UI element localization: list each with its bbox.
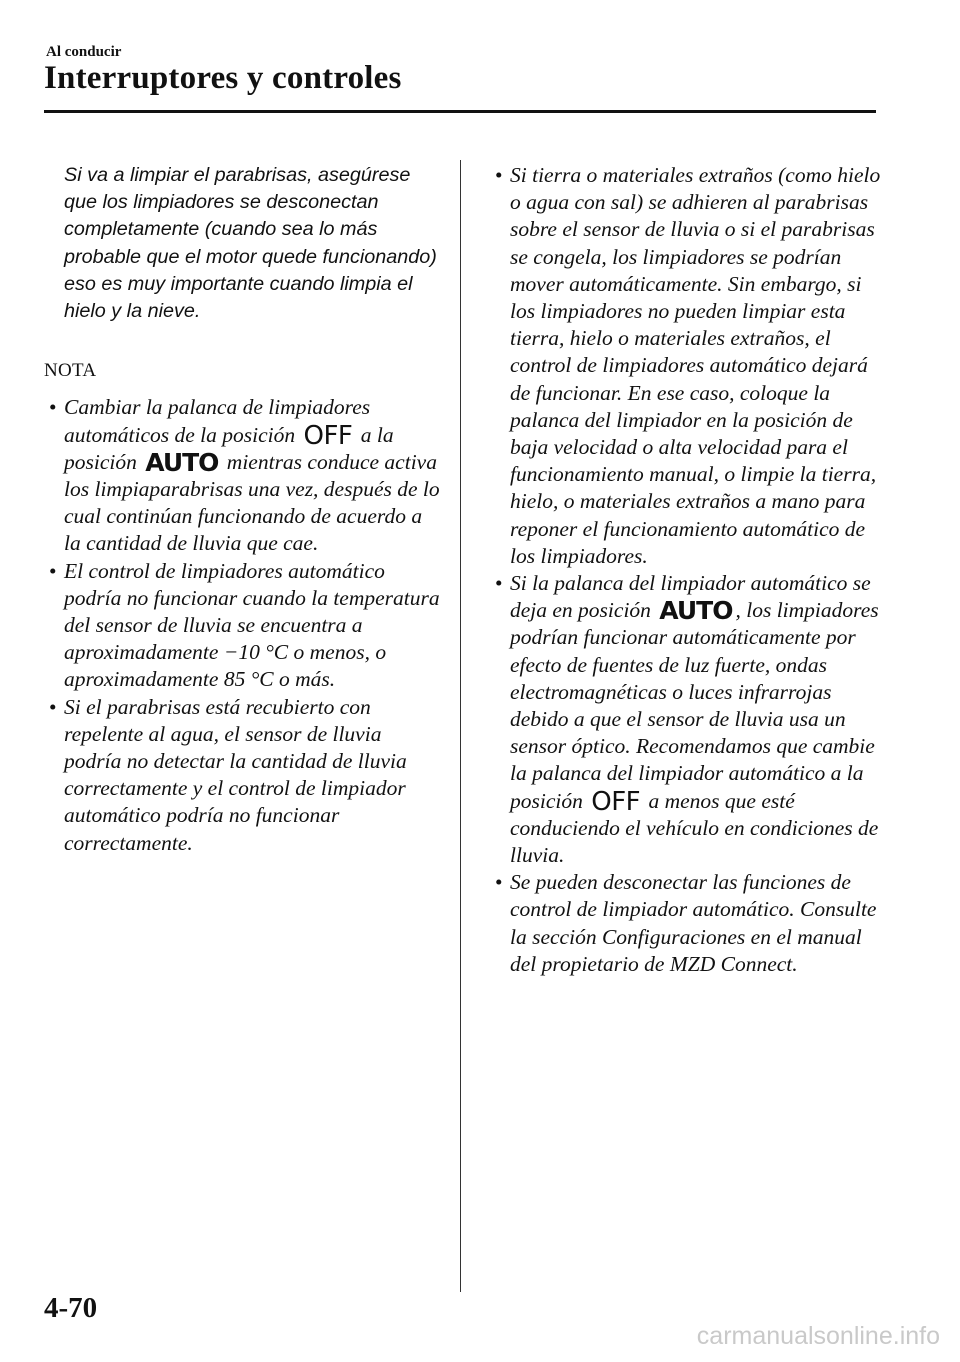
list-item: • Cambiar la palanca de limpiadores automáticos de la posición OFF a la posición AUTO mientras conduce activa los limpiaparabrisas una vez, después de lo cual continúan funcionando de acuerdo a la cantidad de lluvia que cae. (49, 395, 440, 556)
section-label: Al conducir (46, 44, 122, 60)
header-divider (44, 110, 876, 113)
bullet-icon: • (49, 395, 57, 420)
list-item: • Se pueden desconectar las funciones de control de limpiador automático. Consulte la sección Configuraciones en el manual del propietario de MZD Connect. (495, 870, 877, 976)
bullet-icon: • (495, 163, 503, 187)
auto-position-icon: AUTO (145, 447, 219, 477)
list-item: • Si la palanca del limpiador automático se deja en posición AUTO , los limpiadores podrían funcionar automáticamente por efecto de fuentes de luz fuerte, ondas electromagnéticas o luces infrarrojas debido a que el sensor de lluvia usa un sensor óptico. Recomendamos que cambie la palanca del limpiador automático a la posición OFF a menos que esté conduciendo el vehículo en condiciones de lluvia. (495, 571, 879, 868)
left-column (44, 162, 444, 857)
auto-position-icon: AUTO (659, 596, 733, 626)
warning-text: Si va a limpiar el parabrisas, asegúrese que los limpiadores se desconectan completamente (cuando sea lo más probable que el motor quede funcionando) eso es muy importante cuando limpia el hielo y la nieve. (64, 164, 437, 323)
bullet-icon: • (495, 571, 503, 596)
page-number: 4-70 (44, 1292, 98, 1324)
watermark: carmanualsonline.info (696, 1322, 940, 1350)
nota-list (44, 394, 444, 856)
nota-label: NOTA (44, 360, 97, 382)
page-title: Interruptores y controles (44, 60, 402, 96)
off-position-icon: OFF (591, 786, 641, 817)
bullet-icon: • (495, 870, 503, 895)
bullet-icon: • (49, 558, 57, 583)
list-item: • Si el parabrisas está recubierto con repelente al agua, el sensor de lluvia podría no detectar la cantidad de lluvia correctamente y el control de limpiador automático podría no funcionar correctamente. (49, 694, 407, 855)
right-column (490, 162, 890, 978)
bullet-icon: • (49, 694, 57, 719)
list-item: • Si tierra o materiales extraños (como hielo o agua con sal) se adhieren al parabrisas sobre el sensor de lluvia o si el parabrisas se congela, los limpiadores se podrían mover automáticamente. Sin embargo, si los limpiadores no pueden limpiar esta tierra, hielo o materiales extraños, el control de limpiadores automático dejará de funcionar. En ese caso, coloque la palanca del limpiador en la posición de baja velocidad o alta velocidad para el funcionamiento manual, o limpie la tierra, hielo, o materiales extraños a mano para reponer el funcionamiento automático de los limpiadores. (495, 163, 881, 568)
list-item: • El control de limpiadores automático podría no funcionar cuando la temperatura del sensor de lluvia se encuentra a aproximadamente −10 °C o menos, o aproximadamente 85 °C o más. (49, 558, 440, 692)
nota-list-continued (490, 162, 890, 978)
column-divider (460, 160, 461, 1292)
off-position-icon: OFF (303, 420, 353, 451)
